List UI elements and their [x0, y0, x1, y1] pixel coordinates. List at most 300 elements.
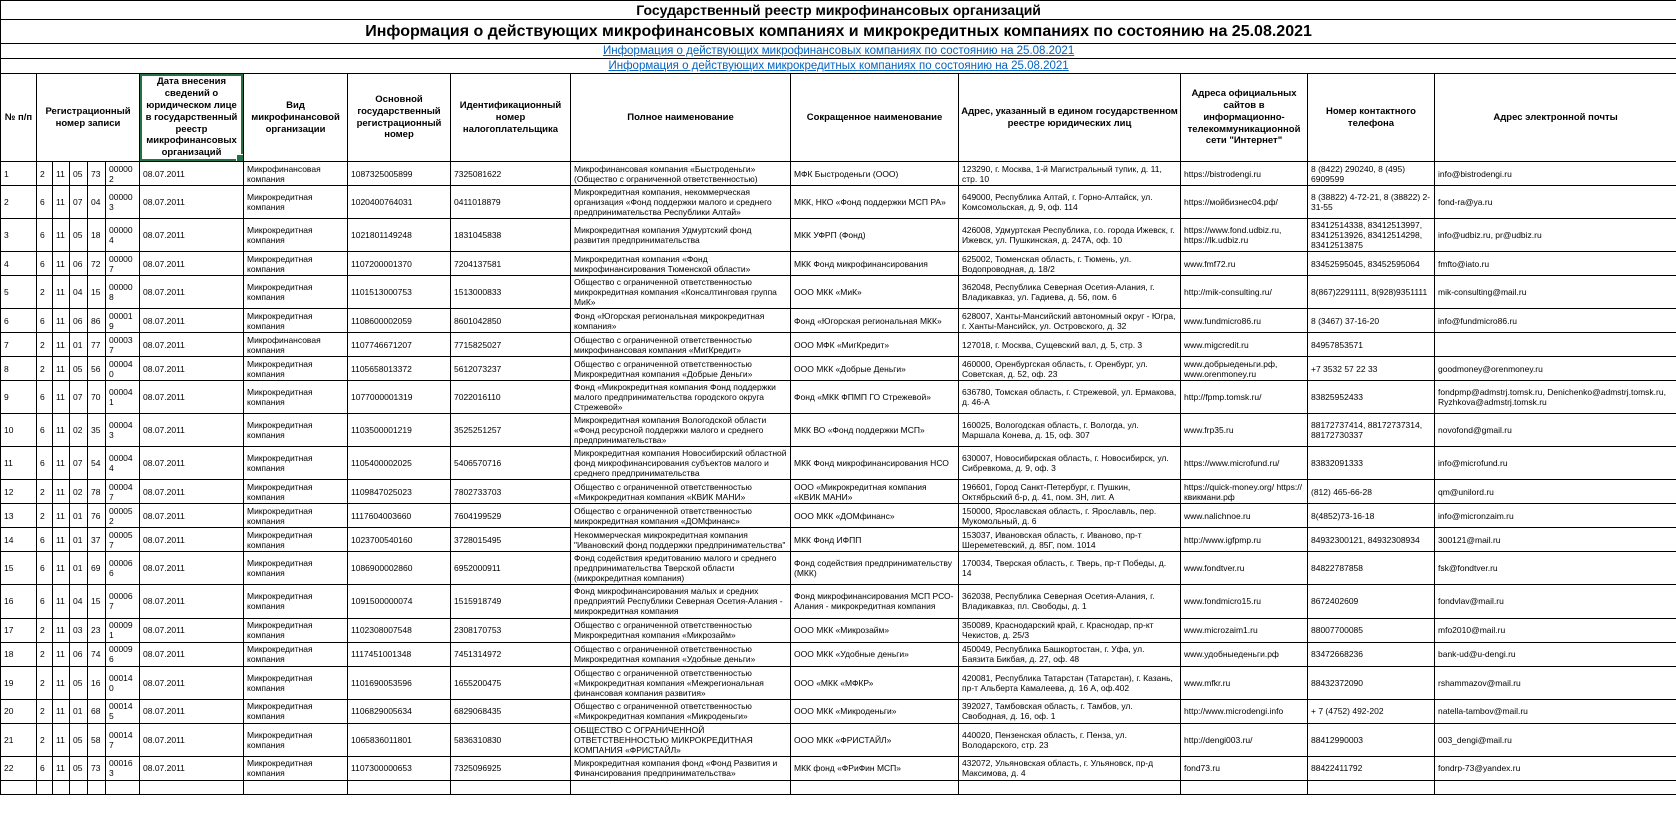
cell-email[interactable] — [1435, 780, 1676, 794]
cell-row-number[interactable]: 14 — [1, 528, 37, 552]
cell-reg-part-4[interactable]: 74 — [88, 642, 106, 666]
cell-row-number[interactable]: 5 — [1, 276, 37, 309]
cell-email[interactable]: info@fundmicro86.ru — [1435, 309, 1676, 333]
cell-address[interactable]: 636780, Томская область, г. Стрежевой, ул. Ермакова, д. 46-А — [959, 381, 1181, 414]
cell-websites[interactable]: www.nalichnoe.ru — [1181, 504, 1308, 528]
cell-address[interactable]: 420081, Республика Татарстан (Татарстан), г. Казань, пр-т Альберта Камалеева, д. 16 А, оф.402 — [959, 666, 1181, 699]
cell-entry-date[interactable]: 08.07.2011 — [140, 642, 244, 666]
cell-entry-date[interactable]: 08.07.2011 — [140, 447, 244, 480]
cell-entry-date[interactable]: 08.07.2011 — [140, 756, 244, 780]
cell-phone[interactable]: 84957853571 — [1308, 333, 1435, 357]
cell-org-type[interactable]: Микрокредитная компания — [244, 552, 348, 585]
cell-reg-part-5[interactable]: 000004 — [106, 219, 140, 252]
cell-reg-part-3[interactable]: 07 — [70, 381, 88, 414]
cell-ogrn[interactable]: 1087325005899 — [348, 162, 451, 186]
cell-email[interactable]: natella-tambov@mail.ru — [1435, 699, 1676, 723]
cell-email[interactable]: fond-ra@ya.ru — [1435, 186, 1676, 219]
cell-row-number[interactable]: 22 — [1, 756, 37, 780]
cell-reg-part-4[interactable]: 76 — [88, 504, 106, 528]
cell-reg-part-5[interactable]: 000044 — [106, 447, 140, 480]
cell-websites[interactable]: https://www.microfund.ru/ — [1181, 447, 1308, 480]
cell-short-name[interactable]: ООО МКК «ДОМфинанс» — [791, 504, 959, 528]
cell-websites[interactable]: https://bistrodengi.ru — [1181, 162, 1308, 186]
cell-row-number[interactable]: 4 — [1, 252, 37, 276]
cell-address[interactable]: 350089, Краснодарский край, г. Краснодар, пр-кт Чекистов, д. 25/3 — [959, 618, 1181, 642]
cell-address[interactable]: 628007, Ханты-Мансийский автономный округ - Югра, г. Ханты-Мансийск, ул. Островского, д. 32 — [959, 309, 1181, 333]
cell-reg-part-4[interactable]: 23 — [88, 618, 106, 642]
cell-reg-part-1[interactable]: 2 — [37, 276, 53, 309]
cell-reg-part-3[interactable]: 07 — [70, 186, 88, 219]
cell-reg-part-1[interactable]: 2 — [37, 480, 53, 504]
cell-reg-part-5[interactable]: 000008 — [106, 276, 140, 309]
cell-short-name[interactable]: МКК Фонд ИФПП — [791, 528, 959, 552]
cell-websites[interactable]: http://mik-consulting.ru/ — [1181, 276, 1308, 309]
cell-email[interactable]: fmfto@iato.ru — [1435, 252, 1676, 276]
cell-short-name[interactable]: МКК фонд «ФРиФин МСП» — [791, 756, 959, 780]
cell-websites[interactable]: https://www.fond.udbiz.ru, https://lk.udbiz.ru — [1181, 219, 1308, 252]
cell-ogrn[interactable]: 1103500001219 — [348, 414, 451, 447]
cell-reg-part-2[interactable]: 11 — [53, 666, 70, 699]
cell-phone[interactable]: 83472668236 — [1308, 642, 1435, 666]
cell-reg-part-5[interactable]: 000163 — [106, 756, 140, 780]
cell-email[interactable]: info@bistrodengi.ru — [1435, 162, 1676, 186]
cell-address[interactable]: 392027, Тамбовская область, г. Тамбов, ул. Свободная, д. 16, оф. 1 — [959, 699, 1181, 723]
cell-short-name[interactable] — [791, 780, 959, 794]
cell-short-name[interactable]: ООО МКК «Добрые Деньги» — [791, 357, 959, 381]
cell-row-number[interactable]: 10 — [1, 414, 37, 447]
cell-inn[interactable]: 2308170753 — [451, 618, 571, 642]
cell-full-name[interactable]: Микрокредитная компания «Фонд микрофинансирования Тюменской области» — [571, 252, 791, 276]
cell-short-name[interactable]: Фонд «Югорская региональная МКК» — [791, 309, 959, 333]
cell-reg-part-3[interactable]: 05 — [70, 756, 88, 780]
cell-inn[interactable]: 6952000911 — [451, 552, 571, 585]
cell-row-number[interactable]: 13 — [1, 504, 37, 528]
cell-org-type[interactable]: Микрокредитная компания — [244, 309, 348, 333]
cell-reg-part-3[interactable]: 05 — [70, 219, 88, 252]
cell-reg-part-5[interactable]: 000057 — [106, 528, 140, 552]
cell-reg-part-4[interactable]: 15 — [88, 276, 106, 309]
cell-row-number[interactable]: 20 — [1, 699, 37, 723]
cell-reg-part-5[interactable]: 000140 — [106, 666, 140, 699]
cell-reg-part-5[interactable]: 000147 — [106, 723, 140, 756]
cell-org-type[interactable]: Микрокредитная компания — [244, 252, 348, 276]
cell-reg-part-2[interactable]: 11 — [53, 276, 70, 309]
cell-full-name[interactable]: Микрокредитная компания фонд «Фонд Развития и Финансирования предпринимательства» — [571, 756, 791, 780]
cell-reg-part-1[interactable]: 2 — [37, 642, 53, 666]
cell-inn[interactable]: 7022016110 — [451, 381, 571, 414]
cell-email[interactable]: info@microfund.ru — [1435, 447, 1676, 480]
cell-inn[interactable]: 7604199529 — [451, 504, 571, 528]
cell-ogrn[interactable]: 1091500000074 — [348, 585, 451, 618]
link-mkk-info[interactable]: Информация о действующих микрокредитных компаниях по состоянию на 25.08.2021 — [608, 60, 1069, 72]
cell-address[interactable]: 440020, Пензенская область, г. Пенза, ул. Володарского, стр. 23 — [959, 723, 1181, 756]
cell-short-name[interactable]: ООО МКК «Удобные деньги» — [791, 642, 959, 666]
cell-entry-date[interactable]: 08.07.2011 — [140, 480, 244, 504]
cell-inn[interactable]: 7325081622 — [451, 162, 571, 186]
cell-org-type[interactable]: Микрокредитная компания — [244, 357, 348, 381]
cell-reg-part-2[interactable] — [53, 780, 70, 794]
cell-phone[interactable]: 8(867)2291111, 8(928)9351111 — [1308, 276, 1435, 309]
cell-short-name[interactable]: МКК Фонд микрофинансирования — [791, 252, 959, 276]
cell-reg-part-1[interactable]: 6 — [37, 414, 53, 447]
cell-reg-part-2[interactable]: 11 — [53, 756, 70, 780]
cell-reg-part-2[interactable]: 11 — [53, 381, 70, 414]
cell-phone[interactable]: 83452595045, 83452595064 — [1308, 252, 1435, 276]
cell-reg-part-3[interactable]: 05 — [70, 357, 88, 381]
cell-phone[interactable]: 83832091333 — [1308, 447, 1435, 480]
cell-reg-part-1[interactable]: 6 — [37, 186, 53, 219]
cell-reg-part-3[interactable]: 01 — [70, 528, 88, 552]
cell-inn[interactable]: 1655200475 — [451, 666, 571, 699]
cell-address[interactable]: 153037, Ивановская область, г. Иваново, пр-т Шереметевский, д. 85Г, пом. 1014 — [959, 528, 1181, 552]
cell-reg-part-2[interactable]: 11 — [53, 333, 70, 357]
cell-org-type[interactable]: Микрокредитная компания — [244, 504, 348, 528]
cell-phone[interactable]: 84822787858 — [1308, 552, 1435, 585]
cell-short-name[interactable]: ООО «Микрокредитная компания «КВИК МАНИ» — [791, 480, 959, 504]
cell-websites[interactable]: http://www.igfpmp.ru — [1181, 528, 1308, 552]
cell-entry-date[interactable]: 08.07.2011 — [140, 357, 244, 381]
cell-entry-date[interactable]: 08.07.2011 — [140, 162, 244, 186]
cell-email[interactable]: info@udbiz.ru, pr@udbiz.ru — [1435, 219, 1676, 252]
cell-reg-part-5[interactable]: 000145 — [106, 699, 140, 723]
cell-email[interactable] — [1435, 333, 1676, 357]
cell-address[interactable]: 362038, Республика Северная Осетия-Алания, г. Владикавказ, пл. Свободы, д. 1 — [959, 585, 1181, 618]
cell-row-number[interactable]: 3 — [1, 219, 37, 252]
cell-entry-date[interactable]: 08.07.2011 — [140, 585, 244, 618]
cell-inn[interactable]: 5612073237 — [451, 357, 571, 381]
cell-row-number[interactable]: 15 — [1, 552, 37, 585]
cell-entry-date[interactable]: 08.07.2011 — [140, 414, 244, 447]
cell-reg-part-4[interactable] — [88, 780, 106, 794]
cell-reg-part-4[interactable]: 70 — [88, 381, 106, 414]
cell-short-name[interactable]: МКК, НКО «Фонд поддержки МСП РА» — [791, 186, 959, 219]
cell-websites[interactable] — [1181, 780, 1308, 794]
cell-short-name[interactable]: ООО МКК «ФРИСТАЙЛ» — [791, 723, 959, 756]
cell-org-type[interactable]: Микрокредитная компания — [244, 699, 348, 723]
cell-address[interactable]: 196601, Город Санкт-Петербург, г. Пушкин, Октябрьский б-р, д. 41, пом. 3Н, лит. А — [959, 480, 1181, 504]
cell-reg-part-1[interactable]: 2 — [37, 333, 53, 357]
cell-inn[interactable]: 3728015495 — [451, 528, 571, 552]
cell-ogrn[interactable]: 1106829005634 — [348, 699, 451, 723]
cell-ogrn[interactable]: 1101690053596 — [348, 666, 451, 699]
cell-inn[interactable]: 6829068435 — [451, 699, 571, 723]
cell-ogrn[interactable]: 1020400764031 — [348, 186, 451, 219]
cell-reg-part-5[interactable]: 000047 — [106, 480, 140, 504]
cell-short-name[interactable]: ООО «МКК «МФКР» — [791, 666, 959, 699]
cell-reg-part-5[interactable]: 000019 — [106, 309, 140, 333]
cell-row-number[interactable]: 12 — [1, 480, 37, 504]
cell-reg-part-1[interactable]: 2 — [37, 666, 53, 699]
cell-phone[interactable]: 88007700085 — [1308, 618, 1435, 642]
cell-full-name[interactable]: Микрофинансовая компания «Быстроденьги» (Общество с ограниченной ответственностью) — [571, 162, 791, 186]
cell-ogrn[interactable]: 1107300000653 — [348, 756, 451, 780]
cell-ogrn[interactable]: 1102308007548 — [348, 618, 451, 642]
cell-short-name[interactable]: ООО МКК «Микрозайм» — [791, 618, 959, 642]
cell-reg-part-3[interactable]: 05 — [70, 162, 88, 186]
cell-email[interactable]: mik-consulting@mail.ru — [1435, 276, 1676, 309]
cell-reg-part-5[interactable]: 000003 — [106, 186, 140, 219]
cell-org-type[interactable]: Микрокредитная компания — [244, 276, 348, 309]
cell-row-number[interactable]: 2 — [1, 186, 37, 219]
cell-org-type[interactable]: Микрокредитная компания — [244, 219, 348, 252]
cell-inn[interactable]: 5406570716 — [451, 447, 571, 480]
cell-reg-part-2[interactable]: 11 — [53, 414, 70, 447]
cell-entry-date[interactable]: 08.07.2011 — [140, 552, 244, 585]
cell-reg-part-3[interactable]: 03 — [70, 618, 88, 642]
cell-phone[interactable]: +7 3532 57 22 33 — [1308, 357, 1435, 381]
cell-address[interactable]: 460000, Оренбургская область, г. Оренбург, ул. Советская, д. 52, оф. 23 — [959, 357, 1181, 381]
cell-reg-part-5[interactable]: 000037 — [106, 333, 140, 357]
cell-phone[interactable]: 8 (38822) 4-72-21, 8 (38822) 2-31-55 — [1308, 186, 1435, 219]
cell-reg-part-4[interactable]: 77 — [88, 333, 106, 357]
cell-entry-date[interactable]: 08.07.2011 — [140, 381, 244, 414]
cell-inn[interactable]: 8601042850 — [451, 309, 571, 333]
cell-full-name[interactable] — [571, 780, 791, 794]
cell-reg-part-5[interactable]: 000052 — [106, 504, 140, 528]
cell-reg-part-3[interactable]: 02 — [70, 414, 88, 447]
cell-address[interactable]: 170034, Тверская область, г. Тверь, пр-т Победы, д. 14 — [959, 552, 1181, 585]
cell-reg-part-2[interactable]: 11 — [53, 723, 70, 756]
cell-address[interactable]: 649000, Республика Алтай, г. Горно-Алтайск, ул. Комсомольская, д. 9, оф. 114 — [959, 186, 1181, 219]
cell-org-type[interactable]: Микрокредитная компания — [244, 723, 348, 756]
cell-reg-part-1[interactable]: 6 — [37, 585, 53, 618]
cell-inn[interactable]: 7204137581 — [451, 252, 571, 276]
cell-reg-part-1[interactable] — [37, 780, 53, 794]
cell-reg-part-2[interactable]: 11 — [53, 219, 70, 252]
cell-full-name[interactable]: Общество с ограниченной ответственностью «Микрокредитная компания «Микроденьги» — [571, 699, 791, 723]
cell-phone[interactable]: 8(4852)73-16-18 — [1308, 504, 1435, 528]
cell-org-type[interactable]: Микрофинансовая компания — [244, 162, 348, 186]
cell-email[interactable]: novofond@gmail.ru — [1435, 414, 1676, 447]
cell-inn[interactable]: 5836310830 — [451, 723, 571, 756]
cell-entry-date[interactable]: 08.07.2011 — [140, 723, 244, 756]
cell-reg-part-1[interactable]: 6 — [37, 447, 53, 480]
cell-websites[interactable]: www.fundmicro86.ru — [1181, 309, 1308, 333]
cell-reg-part-5[interactable]: 000040 — [106, 357, 140, 381]
cell-phone[interactable]: + 7 (4752) 492-202 — [1308, 699, 1435, 723]
cell-reg-part-2[interactable]: 11 — [53, 528, 70, 552]
cell-reg-part-1[interactable]: 2 — [37, 162, 53, 186]
cell-short-name[interactable]: ООО МФК «МигКредит» — [791, 333, 959, 357]
cell-reg-part-5[interactable]: 000096 — [106, 642, 140, 666]
cell-phone[interactable]: 84932300121, 84932308934 — [1308, 528, 1435, 552]
cell-full-name[interactable]: Общество с ограниченной ответственностью Микрокредитная компания «Удобные деньги» — [571, 642, 791, 666]
cell-entry-date[interactable] — [140, 780, 244, 794]
cell-websites[interactable]: www.fondtver.ru — [1181, 552, 1308, 585]
cell-row-number[interactable]: 6 — [1, 309, 37, 333]
cell-websites[interactable]: http://www.microdengi.info — [1181, 699, 1308, 723]
link-mfk-info[interactable]: Информация о действующих микрофинансовых компаниях по состоянию на 25.08.2021 — [602, 45, 1075, 57]
cell-websites[interactable]: https://мойбизнес04.рф/ — [1181, 186, 1308, 219]
cell-reg-part-2[interactable]: 11 — [53, 480, 70, 504]
cell-reg-part-5[interactable] — [106, 780, 140, 794]
cell-inn[interactable]: 7325096925 — [451, 756, 571, 780]
cell-email[interactable]: goodmoney@orenmoney.ru — [1435, 357, 1676, 381]
cell-inn[interactable]: 7451314972 — [451, 642, 571, 666]
cell-org-type[interactable]: Микрофинансовая компания — [244, 333, 348, 357]
cell-websites[interactable]: fond73.ru — [1181, 756, 1308, 780]
cell-org-type[interactable]: Микрокредитная компания — [244, 528, 348, 552]
cell-ogrn[interactable]: 1105400002025 — [348, 447, 451, 480]
cell-address[interactable]: 150000, Ярославская область, г. Ярославль, пер. Мукомольный, д. 6 — [959, 504, 1181, 528]
cell-websites[interactable]: www.microzaim1.ru — [1181, 618, 1308, 642]
cell-reg-part-2[interactable]: 11 — [53, 642, 70, 666]
cell-websites[interactable]: www.frp35.ru — [1181, 414, 1308, 447]
cell-reg-part-3[interactable]: 04 — [70, 276, 88, 309]
cell-reg-part-3[interactable]: 07 — [70, 447, 88, 480]
cell-reg-part-3[interactable]: 04 — [70, 585, 88, 618]
cell-row-number[interactable] — [1, 780, 37, 794]
cell-full-name[interactable]: Общество с ограниченной ответственностью «Микрокредитная компания «КВИК МАНИ» — [571, 480, 791, 504]
cell-reg-part-4[interactable]: 58 — [88, 723, 106, 756]
cell-reg-part-1[interactable]: 6 — [37, 552, 53, 585]
cell-reg-part-2[interactable]: 11 — [53, 699, 70, 723]
cell-reg-part-1[interactable]: 2 — [37, 357, 53, 381]
cell-reg-part-4[interactable]: 16 — [88, 666, 106, 699]
cell-reg-part-2[interactable]: 11 — [53, 357, 70, 381]
cell-reg-part-5[interactable]: 000007 — [106, 252, 140, 276]
cell-phone[interactable]: 83412514338, 83412513997, 83412513926, 83412514298, 83412513875 — [1308, 219, 1435, 252]
cell-org-type[interactable]: Микрокредитная компания — [244, 414, 348, 447]
cell-email[interactable]: bank-ud@u-dengi.ru — [1435, 642, 1676, 666]
cell-ogrn[interactable]: 1108600002059 — [348, 309, 451, 333]
cell-phone[interactable]: 8 (3467) 37-16-20 — [1308, 309, 1435, 333]
cell-reg-part-1[interactable]: 2 — [37, 504, 53, 528]
cell-short-name[interactable]: Фонд микрофинансирования МСП РСО-Алания - микрокредитная компания — [791, 585, 959, 618]
cell-reg-part-2[interactable]: 11 — [53, 585, 70, 618]
cell-full-name[interactable]: Общество с ограниченной ответственностью микрофинансовая компания «МигКредит» — [571, 333, 791, 357]
cell-entry-date[interactable]: 08.07.2011 — [140, 333, 244, 357]
cell-address[interactable]: 450049, Республика Башкортостан, г. Уфа, ул. Баязита Бикбая, д. 27, оф. 48 — [959, 642, 1181, 666]
cell-entry-date[interactable]: 08.07.2011 — [140, 186, 244, 219]
cell-reg-part-1[interactable]: 2 — [37, 618, 53, 642]
cell-row-number[interactable]: 8 — [1, 357, 37, 381]
cell-reg-part-4[interactable]: 37 — [88, 528, 106, 552]
cell-org-type[interactable] — [244, 780, 348, 794]
cell-ogrn[interactable]: 1101513000753 — [348, 276, 451, 309]
cell-email[interactable]: fondpmp@admstrj.tomsk.ru, Denichenko@admstrj.tomsk.ru, Ryzhkova@admstrj.tomsk.ru — [1435, 381, 1676, 414]
cell-reg-part-2[interactable]: 11 — [53, 309, 70, 333]
cell-phone[interactable]: (812) 465-66-28 — [1308, 480, 1435, 504]
cell-websites[interactable]: www.migcredit.ru — [1181, 333, 1308, 357]
cell-reg-part-3[interactable]: 01 — [70, 552, 88, 585]
cell-org-type[interactable]: Микрокредитная компания — [244, 186, 348, 219]
cell-short-name[interactable]: МКК ВО «Фонд поддержки МСП» — [791, 414, 959, 447]
cell-ogrn[interactable]: 1109847025023 — [348, 480, 451, 504]
cell-org-type[interactable]: Микрокредитная компания — [244, 381, 348, 414]
cell-reg-part-4[interactable]: 54 — [88, 447, 106, 480]
cell-inn[interactable]: 1831045838 — [451, 219, 571, 252]
cell-reg-part-1[interactable]: 6 — [37, 381, 53, 414]
cell-address[interactable]: 123290, г. Москва, 1-й Магистральный тупик, д. 11, стр. 10 — [959, 162, 1181, 186]
cell-reg-part-2[interactable]: 11 — [53, 186, 70, 219]
cell-org-type[interactable]: Микрокредитная компания — [244, 666, 348, 699]
cell-email[interactable]: 300121@mail.ru — [1435, 528, 1676, 552]
cell-reg-part-4[interactable]: 56 — [88, 357, 106, 381]
cell-row-number[interactable]: 17 — [1, 618, 37, 642]
cell-phone[interactable]: 88412990003 — [1308, 723, 1435, 756]
cell-inn[interactable]: 7802733703 — [451, 480, 571, 504]
cell-phone[interactable]: 88172737414, 88172737314, 88172730337 — [1308, 414, 1435, 447]
cell-email[interactable]: fondrp-73@yandex.ru — [1435, 756, 1676, 780]
cell-phone[interactable]: 88422411792 — [1308, 756, 1435, 780]
cell-ogrn[interactable]: 1021801149248 — [348, 219, 451, 252]
cell-address[interactable]: 630007, Новосибирская область, г. Новосибирск, ул. Сибревкома, д. 9, оф. 3 — [959, 447, 1181, 480]
cell-reg-part-4[interactable]: 73 — [88, 756, 106, 780]
cell-full-name[interactable]: Микрокредитная компания Удмуртский фонд развития предпринимательства — [571, 219, 791, 252]
cell-org-type[interactable]: Микрокредитная компания — [244, 585, 348, 618]
cell-reg-part-4[interactable]: 69 — [88, 552, 106, 585]
cell-email[interactable]: qm@unilord.ru — [1435, 480, 1676, 504]
cell-inn[interactable]: 7715825027 — [451, 333, 571, 357]
cell-entry-date[interactable]: 08.07.2011 — [140, 666, 244, 699]
cell-reg-part-5[interactable]: 000043 — [106, 414, 140, 447]
cell-ogrn[interactable] — [348, 780, 451, 794]
cell-row-number[interactable]: 7 — [1, 333, 37, 357]
cell-entry-date[interactable]: 08.07.2011 — [140, 699, 244, 723]
cell-full-name[interactable]: Общество с ограниченной ответственностью Микрокредитная компания «Добрые Деньги» — [571, 357, 791, 381]
cell-entry-date[interactable]: 08.07.2011 — [140, 528, 244, 552]
cell-inn[interactable]: 1515918749 — [451, 585, 571, 618]
cell-full-name[interactable]: Фонд «Югорская региональная микрокредитная компания» — [571, 309, 791, 333]
cell-email[interactable]: rshammazov@mail.ru — [1435, 666, 1676, 699]
cell-address[interactable]: 625002, Тюменская область, г. Тюмень, ул. Водопроводная, д. 18/2 — [959, 252, 1181, 276]
cell-short-name[interactable]: ООО МКК «МиК» — [791, 276, 959, 309]
cell-ogrn[interactable]: 1105658013372 — [348, 357, 451, 381]
cell-ogrn[interactable]: 1117451001348 — [348, 642, 451, 666]
cell-ogrn[interactable]: 1077000001319 — [348, 381, 451, 414]
cell-inn[interactable] — [451, 780, 571, 794]
cell-full-name[interactable]: Общество с ограниченной ответственностью микрокредитная компания «Консалтинговая группа МиК» — [571, 276, 791, 309]
cell-email[interactable]: 003_dengi@mail.ru — [1435, 723, 1676, 756]
cell-reg-part-1[interactable]: 6 — [37, 528, 53, 552]
cell-reg-part-3[interactable]: 02 — [70, 480, 88, 504]
cell-phone[interactable]: 88432372090 — [1308, 666, 1435, 699]
cell-reg-part-1[interactable]: 6 — [37, 219, 53, 252]
cell-address[interactable]: 432072, Ульяновская область, г. Ульяновск, пр-д Максимова, д. 4 — [959, 756, 1181, 780]
cell-websites[interactable]: www.fondmicro15.ru — [1181, 585, 1308, 618]
cell-reg-part-1[interactable]: 6 — [37, 309, 53, 333]
cell-phone[interactable]: 83825952433 — [1308, 381, 1435, 414]
cell-entry-date[interactable]: 08.07.2011 — [140, 252, 244, 276]
cell-phone[interactable] — [1308, 780, 1435, 794]
cell-reg-part-3[interactable] — [70, 780, 88, 794]
cell-full-name[interactable]: Микрокредитная компания, некоммерческая организация «Фонд поддержки малого и среднего предпринимательства Республики Алтай» — [571, 186, 791, 219]
cell-row-number[interactable]: 21 — [1, 723, 37, 756]
cell-short-name[interactable]: МКК УФРП (Фонд) — [791, 219, 959, 252]
cell-reg-part-4[interactable]: 15 — [88, 585, 106, 618]
cell-entry-date[interactable]: 08.07.2011 — [140, 219, 244, 252]
cell-email[interactable]: mfo2010@mail.ru — [1435, 618, 1676, 642]
cell-row-number[interactable]: 11 — [1, 447, 37, 480]
cell-reg-part-3[interactable]: 01 — [70, 699, 88, 723]
cell-full-name[interactable]: Некоммерческая микрокредитная компания "Ивановский фонд поддержки предпринимательства" — [571, 528, 791, 552]
cell-address[interactable]: 362048, Республика Северная Осетия-Алания, г. Владикавказ, ул. Гадиева, д. 56, пом. 6 — [959, 276, 1181, 309]
cell-ogrn[interactable]: 1107746671207 — [348, 333, 451, 357]
cell-inn[interactable]: 3525251257 — [451, 414, 571, 447]
cell-org-type[interactable]: Микрокредитная компания — [244, 447, 348, 480]
cell-address[interactable]: 127018, г. Москва, Сущевский вал, д. 5, стр. 3 — [959, 333, 1181, 357]
cell-reg-part-4[interactable]: 35 — [88, 414, 106, 447]
cell-entry-date[interactable]: 08.07.2011 — [140, 276, 244, 309]
cell-short-name[interactable]: МКК Фонд микрофинансирования НСО — [791, 447, 959, 480]
cell-websites[interactable]: http://dengi003.ru/ — [1181, 723, 1308, 756]
cell-entry-date[interactable]: 08.07.2011 — [140, 309, 244, 333]
cell-websites[interactable]: www.fmf72.ru — [1181, 252, 1308, 276]
cell-row-number[interactable]: 19 — [1, 666, 37, 699]
cell-email[interactable]: fsk@fondtver.ru — [1435, 552, 1676, 585]
cell-reg-part-2[interactable]: 11 — [53, 252, 70, 276]
